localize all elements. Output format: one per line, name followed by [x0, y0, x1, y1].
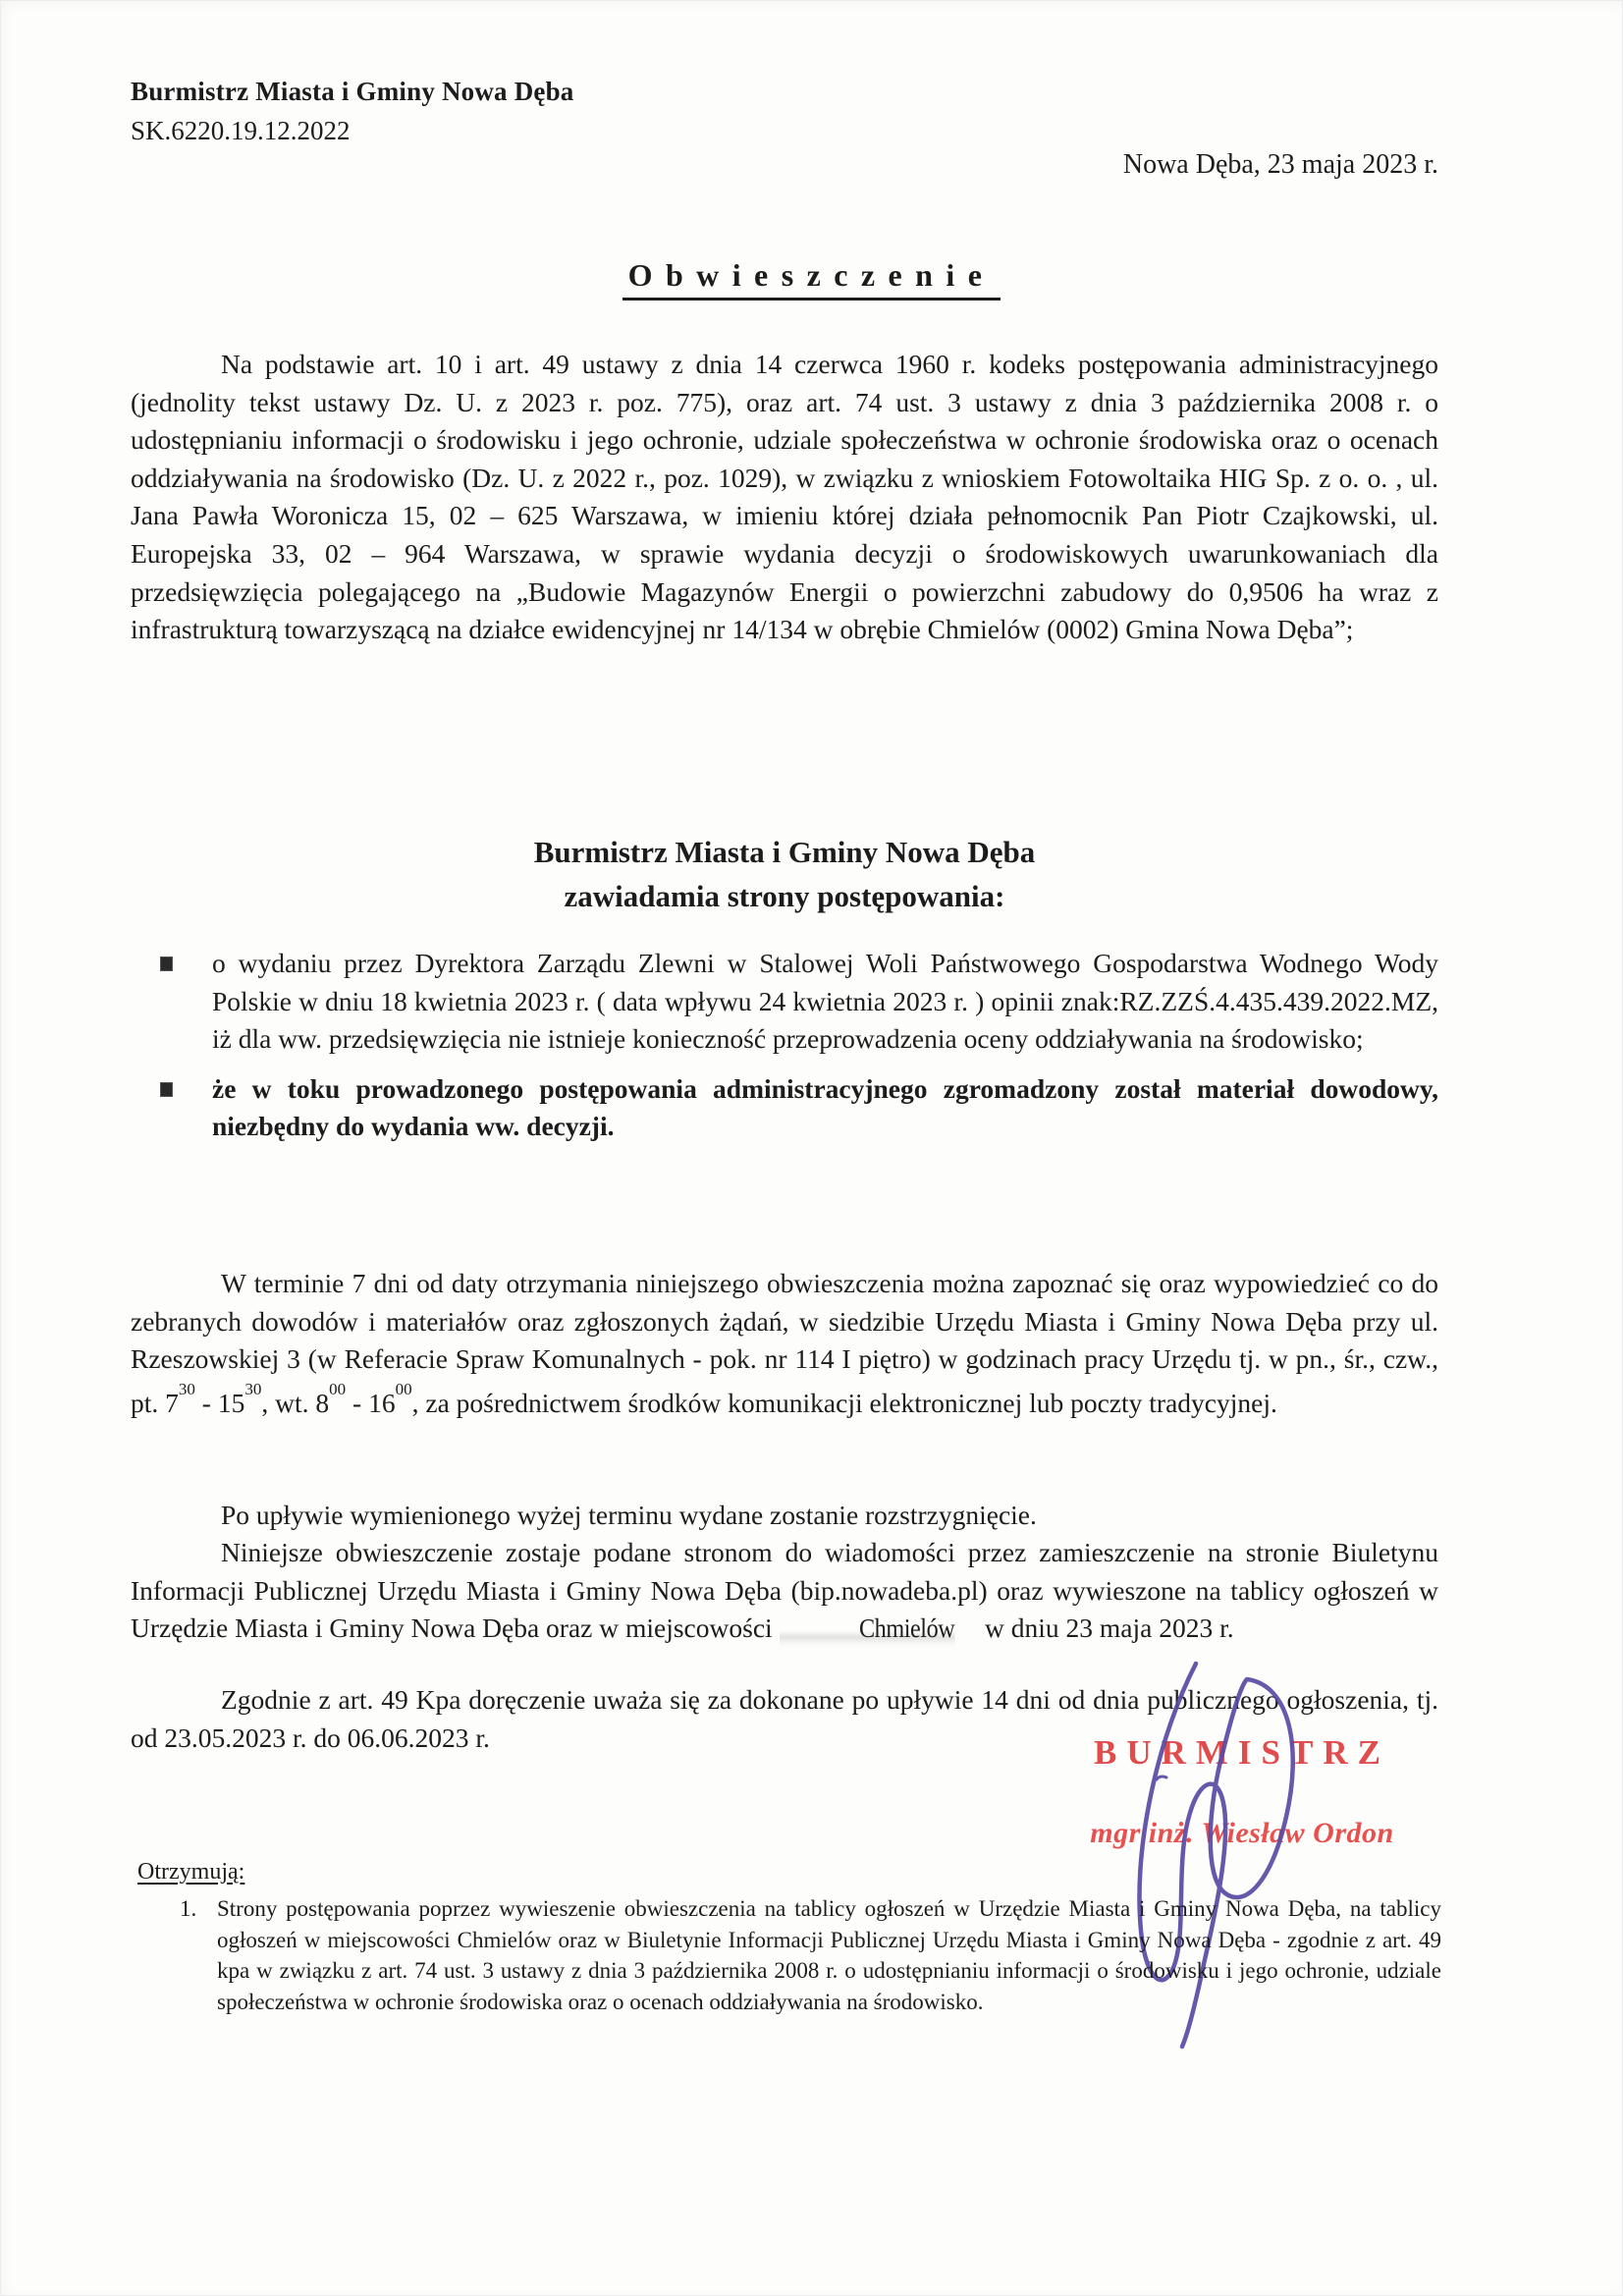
- superscript-minutes: 00: [395, 1379, 412, 1398]
- sender-name: Burmistrz Miasta i Gminy Nowa Dęba: [131, 77, 574, 106]
- term-paragraph: [131, 1265, 1438, 1423]
- overprinted-word: Chmielów: [780, 1610, 954, 1648]
- announcement-heading-line2: zawiadamia strony postępowania:: [564, 879, 1005, 913]
- case-number: SK.6220.19.12.2022: [131, 116, 351, 145]
- list-item: [131, 1070, 1438, 1146]
- result-paragraph: Po upływie wymienionego wyżej terminu wydane zostanie rozstrzygnięcie.: [221, 1500, 1037, 1530]
- mayor-stamp-title: BURMISTRZ: [1094, 1733, 1390, 1772]
- superscript-minutes: 30: [244, 1379, 262, 1398]
- announcement-heading-line1: Burmistrz Miasta i Gminy Nowa Dęba: [533, 835, 1036, 869]
- place-and-date: Nowa Dęba, 23 maja 2023 r.: [1122, 149, 1438, 180]
- announcement-heading: [131, 830, 1438, 918]
- square-bullet-icon: [160, 957, 173, 971]
- superscript-minutes: 00: [329, 1379, 347, 1398]
- square-bullet-icon: [160, 1082, 173, 1097]
- document-title: Obwieszczenie: [622, 257, 1001, 301]
- recipient-item: [131, 1893, 1441, 2017]
- delivery-paragraph: Zgodnie z art. 49 Kpa doręczenie uważa się za dokonane po upływie 14 dni od dnia publicznego ogłoszenia, tj. od 23.05.2023 r. do 06.06.2023 r.: [131, 1684, 1438, 1753]
- term-text: W terminie 7 dni od daty otrzymania niniejszego obwieszczenia można zapoznać się oraz wypowiedzieć co do zebranych dowodów i materiałów oraz zgłoszonych żądań, w siedzibie Urzędu Miasta i Gminy Nowa Dęba przy ul. Rzeszowskiej 3 (w Referacie Spraw Komunalnych - pok. nr 114 I piętro) w godzinach pracy Urzędu tj. w pn., śr., czw., pt. 7: [131, 1268, 1438, 1418]
- term-text: - 16: [346, 1387, 396, 1418]
- recipients-list: [131, 1893, 1441, 2017]
- list-item: [131, 945, 1438, 1059]
- publication-paragraph: [131, 1534, 1438, 1648]
- publication-text: Niniejsze obwieszczenie zostaje podane stronom do wiadomości przez zamieszczenie na stronie Biuletynu Informacji Publicznej Urzędu Miasta i Gminy Nowa Dęba (bip.nowadeba.pl) oraz wywieszone na tablicy ogłoszeń w Urzędzie Miasta i Gminy Nowa Dęba oraz w miejscowości: [131, 1537, 1438, 1644]
- term-text: - 15: [194, 1387, 245, 1418]
- recipient-text: Strony postępowania poprzez wywieszenie obwieszczenia na tablicy ogłoszeń w Urzędzie Miasta i Gminy Nowa Dęba, na tablicy ogłoszeń w miejscowości Chmielów oraz w Biuletynie Informacji Publicznej Urzędu Miasta i Gminy Nowa Dęba - zgodnie z art. 49 kpa w związku z art. 74 ust. 3 ustawy z dnia 3 października 2008 r. o udostępnianiu informacji o środowisku i jego ochronie, udziale społeczeństwa w ochronie środowiska oraz o ocenach oddziaływania na środowisko.: [217, 1896, 1441, 2014]
- list-item-text: że w toku prowadzonego postępowania administracyjnego zgromadzony został materiał dowodowy, niezbędny do wydania ww. decyzji.: [212, 1072, 1438, 1142]
- superscript-minutes: 30: [178, 1379, 195, 1398]
- term-text: , wt. 8: [261, 1387, 330, 1418]
- title-wrap: [0, 257, 1623, 301]
- recipients-label: Otrzymują:: [137, 1859, 245, 1885]
- list-item-text: o wydaniu przez Dyrektora Zarządu Zlewni w Stalowej Woli Państwowego Gospodarstwa Wodnego Wody Polskie w dniu 18 kwietnia 2023 r. ( data wpływu 24 kwietnia 2023 r. ) opinii znak:RZ.ZZŚ.4.435.439.2022.MZ, iż dla ww. przedsięwzięcia nie istnieje konieczność przeprowadzenia oceny oddziaływania na środowisko;: [212, 948, 1438, 1055]
- publication-text: w dniu 23 maja 2023 r.: [978, 1613, 1234, 1644]
- recipient-number: 1.: [180, 1896, 197, 1921]
- notification-list: [131, 945, 1438, 1158]
- intro-paragraph: Na podstawie art. 10 i art. 49 ustawy z dnia 14 czerwca 1960 r. kodeks postępowania administracyjnego (jednolity tekst ustawy Dz. U. z 2023 r. poz. 775), oraz art. 74 ust. 3 ustawy z dnia 3 października 2008 r. o udostępnianiu informacji o środowisku i jego ochronie, udziale społeczeństwa w ochronie środowiska oraz o ocenach oddziaływania na środowisko (Dz. U. z 2022 r., poz. 1029), w związku z wnioskiem Fotowoltaika HIG Sp. z o. o. , ul. Jana Pawła Woronicza 15, 02 – 625 Warszawa, w imieniu której działa pełnomocnik Pan Piotr Czajkowski, ul. Europejska 33, 02 – 964 Warszawa, w sprawie wydania decyzji o środowiskowych uwarunkowaniach dla przedsięwzięcia polegającego na „Budowie Magazynów Energii o powierzchni zabudowy do 0,9506 ha wraz z infrastrukturą towarzyszącą na działce ewidencyjnej nr 14/134 w obrębie Chmielów (0002) Gmina Nowa Dęba”;: [131, 349, 1438, 645]
- mayor-stamp-name: mgr inż. Wiesław Ordon: [1090, 1817, 1394, 1849]
- term-text: , za pośrednictwem środków komunikacji elektronicznej lub poczty tradycyjnej.: [411, 1387, 1277, 1418]
